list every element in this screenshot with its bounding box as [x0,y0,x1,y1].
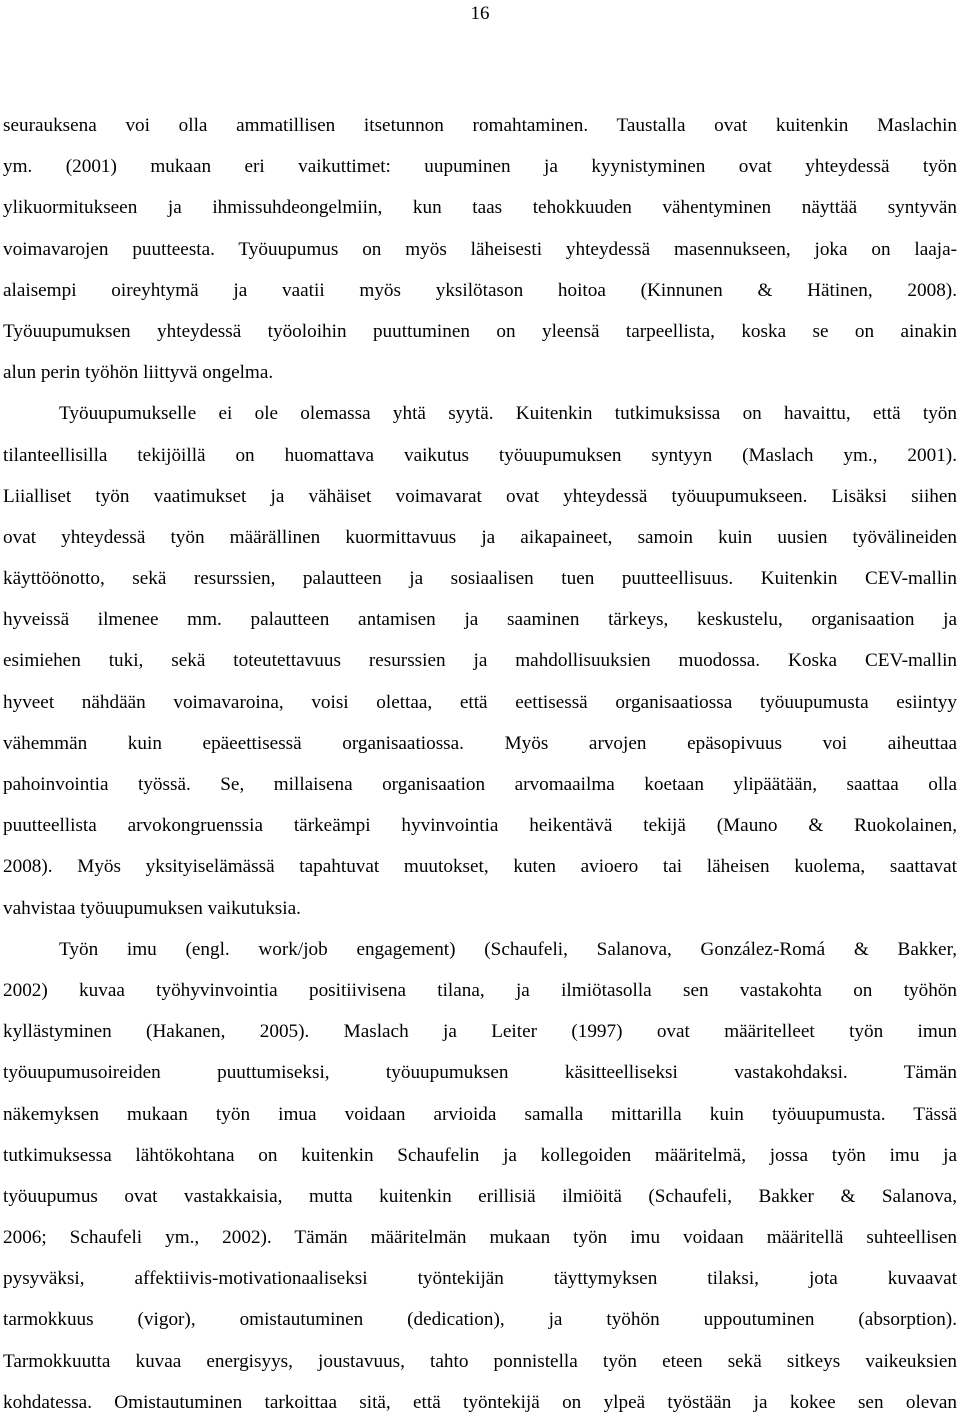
text-line: Työuupumuksen yhteydessä työoloihin puuttuminen on yleensä tarpeellista, koska se on ainakin [3,320,957,342]
text-line: 2008). Myös yksityiselämässä tapahtuvat muutokset, kuten avioero tai läheisen kuolema, saattavat [3,856,957,878]
text-line: työuupumusoireiden puuttumiseksi, työuupumuksen käsitteelliseksi vastakohdaksi. Tämän [3,1062,957,1084]
text-line: 2002) kuvaa työhyvinvointia positiivisena tilana, ja ilmiötasolla sen vastakohta on työhön [3,979,957,1001]
text-line: esimiehen tuki, sekä toteutettavuus resurssien ja mahdollisuuksien muodossa. Koska CEV-mallin [3,650,957,672]
text-line: vähemmän kuin epäeettisessä organisaatiossa. Myös arvojen epäsopivuus voi aiheuttaa [3,732,957,754]
text-line: näkemyksen mukaan työn imua voidaan arvioida samalla mittarilla kuin työuupumusta. Tässä [3,1103,957,1125]
text-line: tutkimuksessa lähtökohtana on kuitenkin Schaufelin ja kollegoiden määritelmä, jossa työn imu ja [3,1144,957,1166]
text-line: pahoinvointia työssä. Se, millaisena organisaation arvomaailma koetaan ylipäätään, saattaa olla [3,774,957,795]
text-line: työuupumus ovat vastakkaisia, mutta kuitenkin erillisiä ilmiöitä (Schaufeli, Bakker & Salanova, [3,1185,957,1207]
text-line: alun perin työhön liittyvä ongelma. [3,362,274,384]
text-line: kohdatessa. Omistautuminen tarkoittaa sitä, että työntekijä on ylpeä työstään ja kokee sen olevan [3,1391,957,1413]
text-line: ylikuormitukseen ja ihmissuhdeongelmiin, kun taas tehokkuuden vähentyminen näyttää syntyvän [3,197,957,219]
text-line: voimavarojen puutteesta. Työuupumus on myös läheisesti yhteydessä masennukseen, joka on laaja- [3,238,957,260]
text-line: hyveissä ilmenee mm. palautteen antamisen ja saaminen tärkeys, keskustelu, organisaation ja [3,609,957,631]
text-line: Työn imu (engl. work/job engagement) (Schaufeli, Salanova, González-Romá & Bakker, [59,938,957,960]
text-line: kyllästyminen (Hakanen, 2005). Maslach ja Leiter (1997) ovat määritelleet työn imun [3,1021,957,1043]
text-line: tilanteellisilla tekijöillä on huomattava vaikutus työuupumuksen syntyyn (Maslach ym., 2001). [3,444,957,466]
text-line: ym. (2001) mukaan eri vaikuttimet: uupuminen ja kyynistyminen ovat yhteydessä työn [3,156,957,178]
text-line: käyttöönotto, sekä resurssien, palautteen ja sosiaalisen tuen puutteellisuus. Kuitenkin CEV-mallin [3,568,957,590]
text-line: Työuupumukselle ei ole olemassa yhtä syytä. Kuitenkin tutkimuksissa on havaittu, että työn [59,403,957,425]
text-line: 2006; Schaufeli ym., 2002). Tämän määritelmän mukaan työn imu voidaan määritellä suhteellisen [3,1227,957,1249]
text-line: alaisempi oireyhtymä ja vaatii myös yksilötason hoitoa (Kinnunen & Hätinen, 2008). [3,279,957,301]
text-line: vahvistaa työuupumuksen vaikutuksia. [3,897,301,919]
text-line: Liialliset työn vaatimukset ja vähäiset voimavarat ovat yhteydessä työuupumukseen. Lisäksi siihen [3,485,957,507]
text-line: tarmokkuus (vigor), omistautuminen (dedication), ja työhön uppoutuminen (absorption). [3,1309,957,1331]
text-line: pysyväksi, affektiivis-motivationaaliseksi työntekijän täyttymyksen tilaksi, jota kuvaavat [3,1268,957,1290]
text-line: Tarmokkuutta kuvaa energisyys, joustavuus, tahto ponnistella työn eteen sekä sitkeys vaikeuksien [3,1350,957,1372]
text-line: ovat yhteydessä työn määrällinen kuormittavuus ja aikapaineet, samoin kuin uusien työvälineiden [3,526,957,548]
text-line: seurauksena voi olla ammatillisen itsetunnon romahtaminen. Taustalla ovat kuitenkin Maslachin [3,115,957,136]
page-number: 16 [470,3,490,24]
text-line: hyveet nähdään voimavaroina, voisi olettaa, että eettisessä organisaatiossa työuupumusta esiintyy [3,691,957,713]
text-line: puutteellista arvokongruenssia tärkeämpi hyvinvointia heikentävä tekijä (Mauno & Ruokolainen, [3,815,957,837]
document-body [3,105,957,1423]
